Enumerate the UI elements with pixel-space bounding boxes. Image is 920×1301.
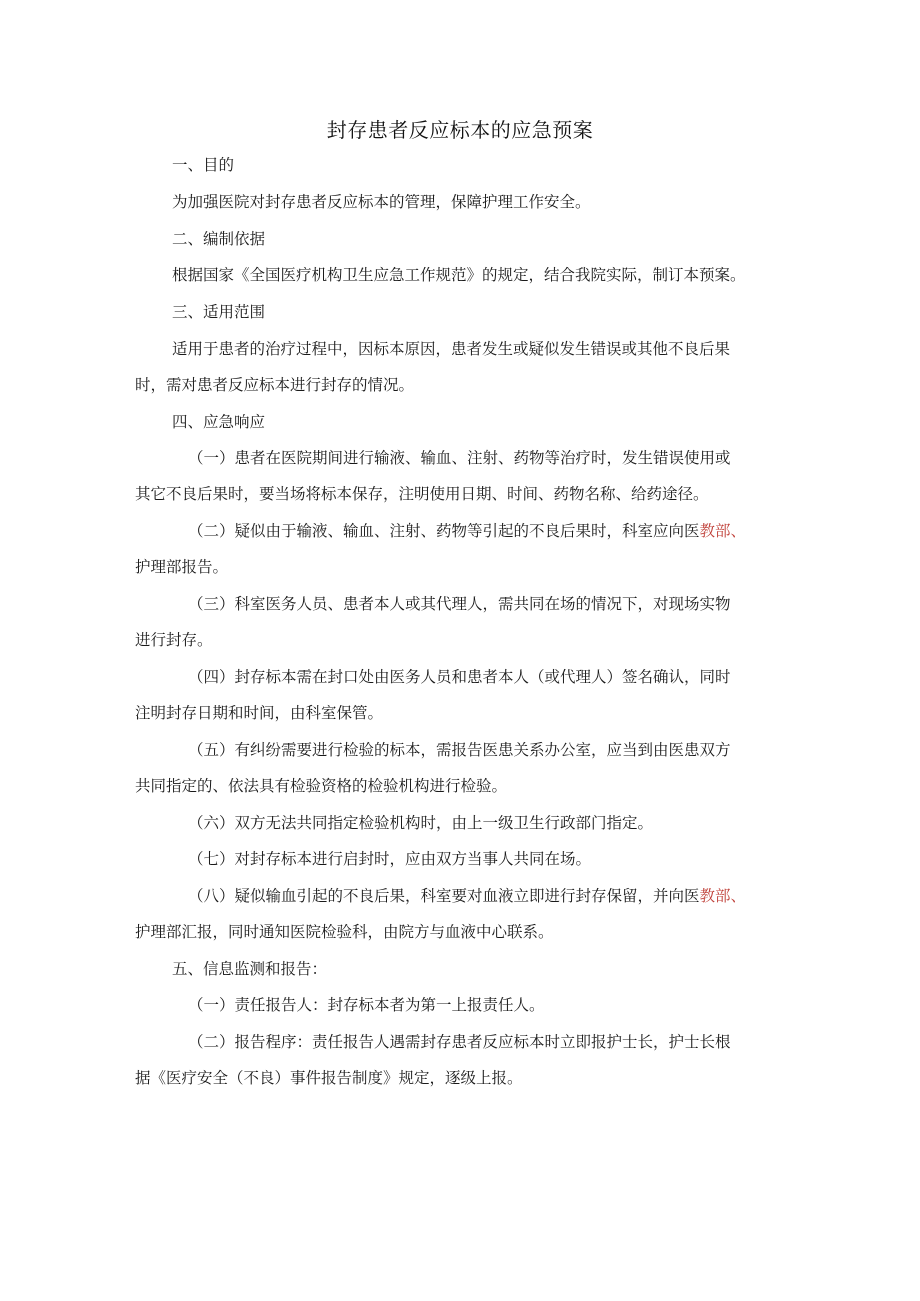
document-title: 封存患者反应标本的应急预案 [326, 118, 594, 142]
section-heading-basis: 二、编制依据 [172, 230, 266, 248]
response-item-2-line1 [188, 519, 843, 543]
response-item-1-line1: （一）患者在医院期间进行输液、输血、注射、药物等治疗时，发生错误使用或 [188, 449, 731, 467]
response-item-1-line2: 其它不良后果时，要当场将标本保存，注明使用日期、时间、药物名称、给药途径。 [135, 485, 709, 503]
paragraph-purpose: 为加强医院对封存患者反应标本的管理，保障护理工作安全。 [172, 193, 591, 211]
section-heading-response: 四、应急响应 [172, 413, 266, 431]
reporting-item-2-line1: （二）报告程序：责任报告人遇需封存患者反应标本时立即报护士长，护士长根 [188, 1033, 731, 1051]
response-item-2-highlight: 教部、 [699, 522, 747, 540]
response-item-5-line2: 共同指定的、依法具有检验资格的检验机构进行检验。 [135, 777, 508, 795]
response-item-2-line2: 护理部报告。 [135, 558, 229, 576]
section-heading-reporting: 五、信息监测和报告： [172, 960, 328, 978]
section-heading-scope: 三、适用范围 [172, 303, 266, 321]
response-item-4-line2: 注明封存日期和时间，由科室保管。 [135, 704, 384, 722]
response-item-8-line1 [188, 884, 843, 908]
response-item-7: （七）对封存标本进行启封时，应由双方当事人共同在场。 [188, 850, 592, 868]
reporting-item-2-line2: 据《医疗安全（不良）事件报告制度》规定，逐级上报。 [135, 1069, 523, 1087]
response-item-5-line1: （五）有纠纷需要进行检验的标本，需报告医患关系办公室，应当到由医患双方 [188, 741, 731, 759]
paragraph-basis: 根据国家《全国医疗机构卫生应急工作规范》的规定，结合我院实际，制订本预案。 [172, 266, 746, 284]
response-item-8-line2: 护理部汇报，同时通知医院检验科，由院方与血液中心联系。 [135, 923, 554, 941]
response-item-8-highlight: 教部、 [699, 887, 747, 905]
response-item-6: （六）双方无法共同指定检验机构时，由上一级卫生行政部门指定。 [188, 814, 654, 832]
paragraph-scope-line2: 时，需对患者反应标本进行封存的情况。 [135, 376, 415, 394]
paragraph-scope-line1: 适用于患者的治疗过程中，因标本原因，患者发生或疑似发生错误或其他不良后果 [172, 340, 731, 358]
section-heading-purpose: 一、目的 [172, 156, 235, 174]
response-item-8-text: （八）疑似输血引起的不良后果，科室要对血液立即进行封存保留，并向医 [188, 887, 700, 905]
response-item-4-line1: （四）封存标本需在封口处由医务人员和患者本人（或代理人）签名确认，同时 [188, 668, 731, 686]
response-item-3-line2: 进行封存。 [135, 631, 213, 649]
response-item-2-text: （二）疑似由于输液、输血、注射、药物等引起的不良后果时，科室应向医 [188, 522, 700, 540]
response-item-3-line1: （三）科室医务人员、患者本人或其代理人，需共同在场的情况下，对现场实物 [188, 595, 731, 613]
reporting-item-1: （一）责任报告人：封存标本者为第一上报责任人。 [188, 996, 545, 1014]
